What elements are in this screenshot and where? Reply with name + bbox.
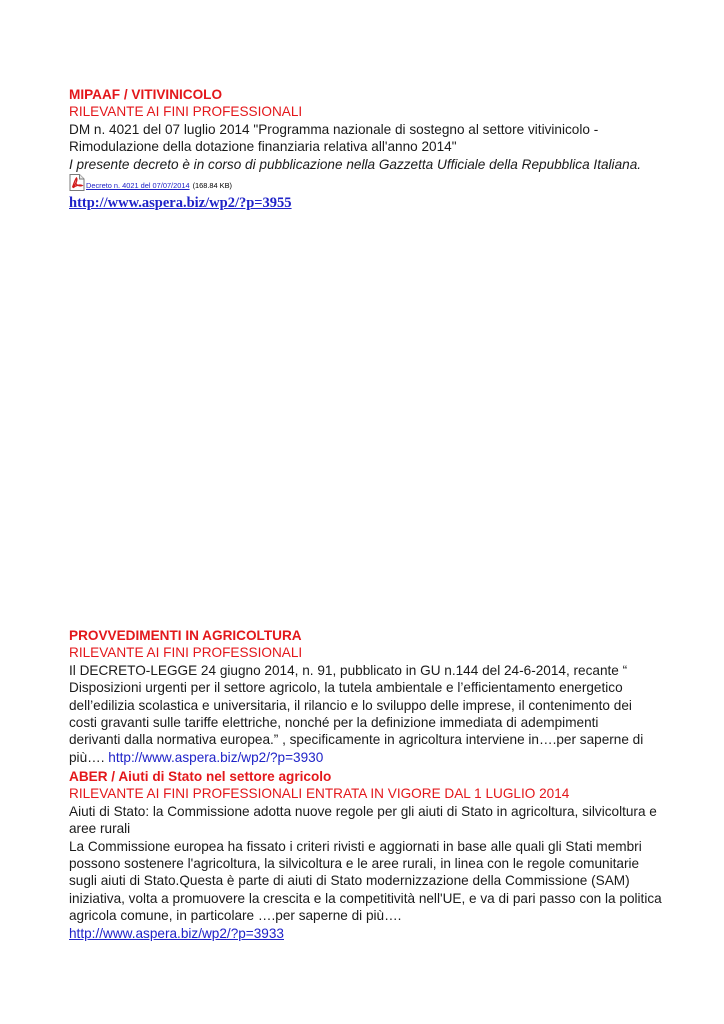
body-line: [69, 749, 669, 766]
section-title: ABER / Aiuti di Stato nel settore agricolo: [69, 769, 332, 784]
section-aber: [69, 768, 669, 942]
body-line: dell’edilizia scolastica e universitaria, il rilancio e lo sviluppo delle imprese, il contenimento dei: [69, 697, 632, 713]
publication-note: I presente decreto è in corso di pubblicazione nella Gazzetta Ufficiale della Repubblica Italiana.: [69, 156, 642, 172]
attachment-link[interactable]: Decreto n. 4021 del 07/07/2014: [86, 181, 190, 191]
section-mipaaf: [69, 86, 669, 211]
body-line: iniziativa, volta a promuovere la crescita e la competitività nell'UE, e va di pari passo con la politica: [69, 890, 662, 906]
body-line: derivanti dalla normativa europea.” , specificamente in agricoltura interviene in….per saperne di: [69, 732, 644, 748]
body-line: La Commissione europea ha fissato i criteri rivisti e aggiornati in base alle quali gli Stati membri: [69, 838, 642, 854]
body-line: aree rurali: [69, 821, 131, 837]
pdf-icon: [69, 174, 85, 191]
body-line: Disposizioni urgenti per il settore agricolo, la tutela ambientale e l’efficientamento energetico: [69, 680, 623, 696]
body-text: più….: [69, 749, 109, 765]
body-line: DM n. 4021 del 07 luglio 2014 "Programma nazionale di sostegno al settore vitivinicolo -: [69, 121, 599, 137]
attachment[interactable]: [69, 174, 669, 191]
article-link[interactable]: http://www.aspera.biz/wp2/?p=3930: [108, 749, 324, 765]
body-line: costi gravanti sulle tariffe elettriche, nonché per la definizione immediata di adempimenti: [69, 715, 599, 731]
article-link[interactable]: http://www.aspera.biz/wp2/?p=3955: [69, 195, 292, 212]
body-line: possono sostenere l'agricoltura, la silvicoltura e le aree rurali, in linea con le regole comunitarie: [69, 856, 640, 872]
body-line: Il DECRETO-LEGGE 24 giugno 2014, n. 91, pubblicato in GU n.144 del 24-6-2014, recante “: [69, 662, 628, 678]
body-line: sugli aiuti di Stato.Questa è parte di aiuti di Stato modernizzazione della Commissione (SAM): [69, 873, 630, 889]
section-title: PROVVEDIMENTI IN AGRICOLTURA: [69, 628, 302, 643]
section-subtitle: RILEVANTE AI FINI PROFESSIONALI: [69, 645, 303, 661]
section-title: MIPAAF / VITIVINICOLO: [69, 87, 223, 102]
body-line: agricola comune, in particolare ….per saperne di più….: [69, 908, 402, 924]
section-provvedimenti: [69, 627, 669, 766]
body-line: Aiuti di Stato: la Commissione adotta nuove regole per gli aiuti di Stato in agricoltura, silvicoltura e: [69, 803, 657, 819]
attachment-size: (168.84 KB): [192, 181, 233, 191]
section-subtitle: RILEVANTE AI FINI PROFESSIONALI ENTRATA IN VIGORE DAL 1 LUGLIO 2014: [69, 786, 570, 802]
section-subtitle: RILEVANTE AI FINI PROFESSIONALI: [69, 104, 303, 120]
article-link[interactable]: http://www.aspera.biz/wp2/?p=3933: [69, 925, 284, 941]
body-line: Rimodulazione della dotazione finanziaria relativa all'anno 2014": [69, 139, 457, 155]
